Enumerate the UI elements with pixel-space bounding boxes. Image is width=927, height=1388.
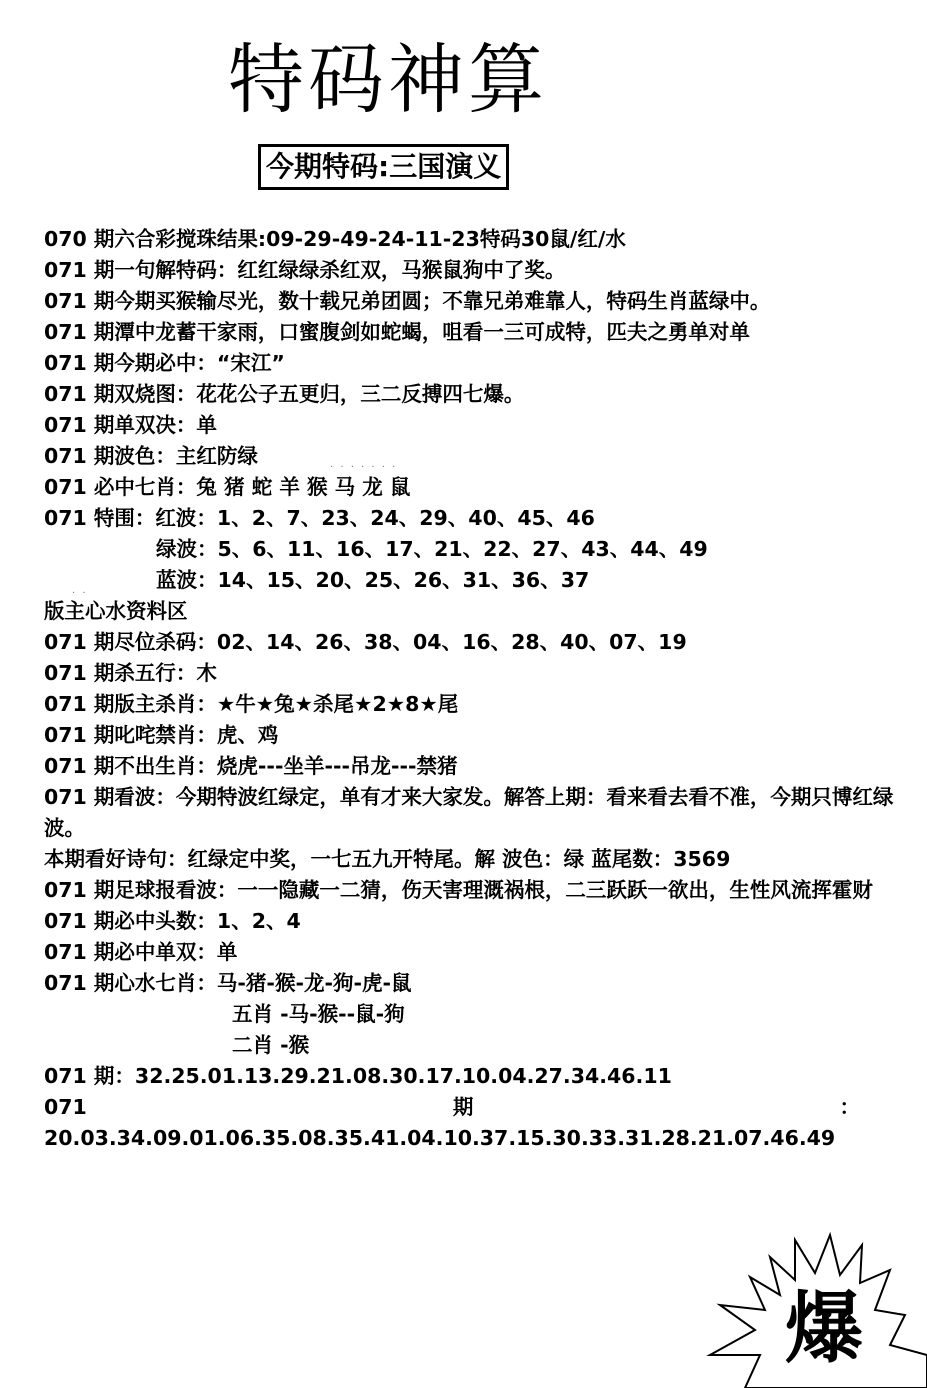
poem-verse-line: 本期看好诗句：红绿定中奖，一七五九开特尾。解 波色：绿 蓝尾数：3569 [44, 847, 731, 871]
number-list-2: 20.03.34.09.01.06.35.08.35.41.04.10.37.15.30.33.31.28.21.07.46.49 [44, 1126, 836, 1150]
two-zodiac-line: 二肖 -猴 [232, 1033, 310, 1057]
period-label: 071 [44, 1095, 87, 1119]
poem-line-2: 071 期潭中龙蓄干家雨，口蜜腹剑如蛇蝎，咀看一三可成特，匹夫之勇单对单 [44, 320, 750, 344]
kill-numbers-line: 071 期尽位杀码：02、14、26、38、04、16、28、40、07、19 [44, 630, 687, 654]
must-hit-line: 071 期今期必中：“宋江” [44, 351, 285, 375]
subtitle-box: 今期特码:三国演义 [258, 144, 509, 190]
burst-label: 爆 [785, 1284, 864, 1374]
five-zodiac-line: 五肖 -马-猴--鼠-狗 [232, 1002, 405, 1026]
result-line: 070 期六合彩搅珠结果:09-29-49-24-11-23特码30鼠/红/水 [44, 227, 626, 251]
number-list-1: 071 期：32.25.01.13.29.21.08.30.17.10.04.27.34.46.11 [44, 1064, 672, 1088]
not-appear-line: 071 期不出生肖：烧虎---坐羊---吊龙---禁猪 [44, 754, 458, 778]
banned-zodiac-line: 071 期叱咤禁肖：虎、鸡 [44, 723, 279, 747]
head-number-line: 071 期必中头数：1、2、4 [44, 909, 301, 933]
red-wave-line: 071 特围：红波：1、2、7、23、24、29、40、45、46 [44, 506, 595, 530]
look-wave-line: 071 期看波：今期特波红绿定，单有才来大家发。解答上期：看来看去看不准，今期只博红绿波。 [44, 785, 894, 840]
heart-seven-line: 071 期心水七肖：马-猪-猴-龙-狗-虎-鼠 [44, 971, 412, 995]
section-heading: 版主心水资料区 [44, 599, 188, 623]
period-suffix: 期 [452, 1095, 474, 1119]
admin-kill-line: 071 期版主杀肖：★牛★兔★杀尾★2★8★尾 [44, 692, 459, 716]
wave-color-line: 071 期波色：主红防绿 [44, 444, 258, 468]
speck-mark: · · · · · · · [330, 462, 398, 473]
colon-mark: ： [839, 1095, 860, 1119]
speck-mark: · · [72, 588, 88, 599]
green-wave-line: 绿波：5、6、11、16、17、21、22、27、43、44、49 [156, 537, 708, 561]
odd-even-must-line: 071 期必中单双：单 [44, 940, 238, 964]
content-body [44, 224, 904, 1154]
blue-wave-line: 蓝波：14、15、20、25、26、31、36、37 [156, 568, 590, 592]
number-list-header [44, 1092, 904, 1123]
kill-element-line: 071 期杀五行：木 [44, 661, 217, 685]
poem-line-1: 071 期今期买猴输尽光，数十载兄弟团圆；不靠兄弟难靠人，特码生肖蓝绿中。 [44, 289, 771, 313]
football-line: 071 期足球报看波：一一隐藏一二猜，伤天害理溉祸根，二三跃跃一欲出，生性风流挥霍财 [44, 878, 873, 902]
hint-line: 071 期一句解特码：红红绿绿杀红双，马猴鼠狗中了奖。 [44, 258, 566, 282]
odd-even-line: 071 期单双决：单 [44, 413, 217, 437]
page-title: 特码神算 [228, 35, 548, 124]
double-burn-line: 071 期双烧图：花花公子五更归，三二反搏四七爆。 [44, 382, 525, 406]
seven-zodiac-line: 071 必中七肖：兔 猪 蛇 羊 猴 马 龙 鼠 [44, 475, 411, 499]
